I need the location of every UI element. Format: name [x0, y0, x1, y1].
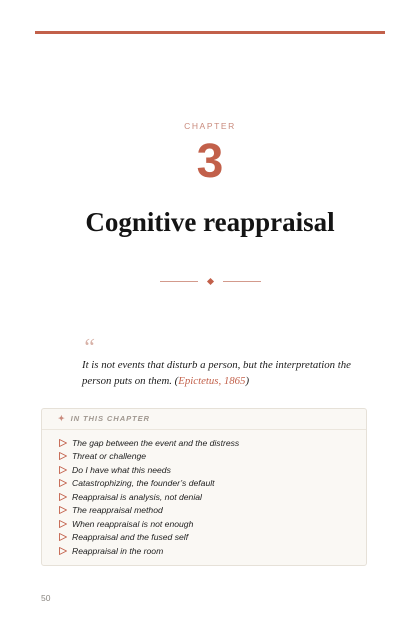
ornament-line-left	[160, 281, 198, 282]
triangle-arrow-icon	[58, 546, 68, 556]
toc-item-label: The reappraisal method	[72, 505, 163, 516]
toc-item-label: Do I have what this needs	[72, 464, 171, 475]
chapter-contents-box	[41, 408, 367, 566]
toc-item[interactable]	[58, 477, 239, 491]
triangle-arrow-icon	[58, 451, 68, 461]
toc-item[interactable]	[58, 450, 239, 464]
toc-item-label: Reappraisal in the room	[72, 545, 164, 556]
chapter-contents-heading: IN THIS CHAPTER	[70, 414, 150, 423]
toc-item[interactable]	[58, 436, 239, 450]
ornament-line-right	[223, 281, 261, 282]
toc-item[interactable]	[58, 504, 239, 518]
triangle-arrow-icon	[58, 519, 68, 529]
toc-item-label: Threat or challenge	[72, 451, 147, 462]
toc-item-label: The gap between the event and the distress	[72, 437, 240, 448]
epigraph	[82, 357, 382, 389]
chapter-contents-header	[58, 414, 150, 423]
chapter-contents-divider	[42, 429, 366, 430]
chapter-title: Cognitive reappraisal	[85, 207, 335, 237]
title-ornament	[0, 275, 420, 287]
chapter-number: 3	[196, 135, 224, 188]
toc-item-label: Reappraisal is analysis, not denial	[72, 491, 202, 502]
toc-item[interactable]	[58, 463, 239, 477]
toc-item[interactable]	[58, 531, 239, 545]
triangle-arrow-icon	[58, 465, 68, 475]
top-rule	[35, 31, 385, 34]
triangle-arrow-icon	[58, 478, 68, 488]
epigraph-source-close: )	[245, 375, 250, 387]
chapter-contents-list	[58, 436, 239, 558]
epigraph-source-open: (	[171, 375, 179, 387]
chapter-label: CHAPTER	[184, 121, 236, 131]
epigraph-source: Epictetus, 1865	[178, 375, 246, 387]
toc-item-label: Catastrophizing, the founder’s default	[72, 478, 215, 489]
triangle-arrow-icon	[58, 532, 68, 542]
triangle-arrow-icon	[58, 492, 68, 502]
triangle-arrow-icon	[58, 505, 68, 515]
quote-mark-icon: “	[82, 335, 96, 361]
star-icon: ✦	[58, 414, 66, 423]
diamond-icon	[206, 277, 213, 284]
toc-item-label: When reappraisal is not enough	[72, 518, 194, 529]
epigraph-text: It is not events that disturb a person, but the interpretation the person puts on them.	[82, 359, 351, 387]
toc-item[interactable]	[58, 517, 239, 531]
triangle-arrow-icon	[58, 438, 68, 448]
toc-item-label: Reappraisal and the fused self	[72, 532, 189, 543]
toc-item[interactable]	[58, 490, 239, 504]
page-number: 50	[41, 593, 51, 603]
toc-item[interactable]	[58, 544, 239, 558]
